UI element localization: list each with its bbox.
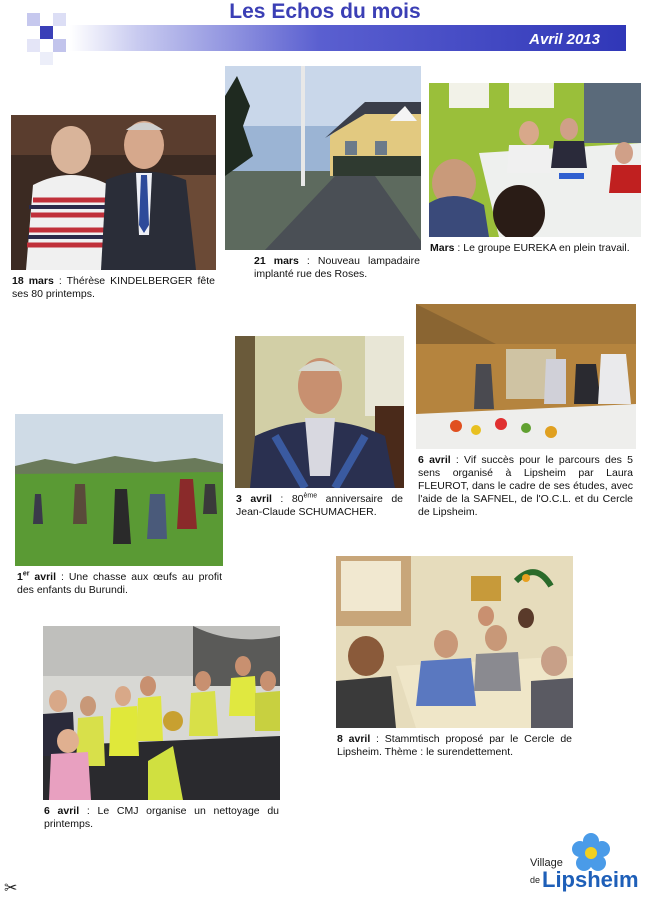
caption-18-mars: 18 mars : Thérèse KINDELBERGER fête ses 80 printemps. <box>12 275 216 300</box>
caption-21-mars: 21 mars : Nouveau lampadaire implanté rue des Roses. <box>254 255 420 280</box>
issue-month: Avril 2013 <box>529 31 600 48</box>
photo-chasse-oeufs <box>15 414 223 566</box>
photo-parcours-5-sens <box>416 304 636 449</box>
photo-kindelberger <box>11 115 216 270</box>
logo-de: de <box>530 875 541 885</box>
logo-village: Village <box>530 857 563 869</box>
header-decor-square <box>53 39 66 52</box>
caption-3-avril: 3 avril : 80ème anniversaire de Jean-Claude SCHUMACHER. <box>236 492 403 518</box>
header-decor-square <box>27 39 40 52</box>
photo-eureka <box>429 83 641 237</box>
caption-8-avril: 8 avril : Stammtisch proposé par le Cercle de Lipsheim. Thème : le surendettement. <box>337 733 572 758</box>
header-decor-square <box>40 52 53 65</box>
page-title: Les Echos du mois <box>229 0 421 23</box>
photo-lampadaire <box>225 66 421 250</box>
photo-cmj-nettoyage <box>43 626 280 800</box>
caption-6-avril-cmj: 6 avril : Le CMJ organise un nettoyage du printemps. <box>44 805 280 830</box>
caption-mars: Mars : Le groupe EUREKA en plein travail. <box>430 242 630 254</box>
scissors-icon: ✂ <box>4 880 18 897</box>
caption-1er-avril: 1er avril : Une chasse aux œufs au profit des enfants du Burundi. <box>17 570 222 596</box>
logo-lipsheim: Lipsheim <box>542 867 639 892</box>
caption-6-avril-parcours: 6 avril : Vif succès pour le parcours des 5 sens organisé à Lipsheim par Laura FLEUROT, dans le cadre de ses études, avec l'aide de la SAFNEL, de l'O.C.L. et du Cercle de Lipsheim. <box>418 454 633 518</box>
header-decor-square <box>40 26 53 39</box>
photo-schumacher <box>235 336 404 488</box>
photo-stammtisch <box>336 556 573 728</box>
